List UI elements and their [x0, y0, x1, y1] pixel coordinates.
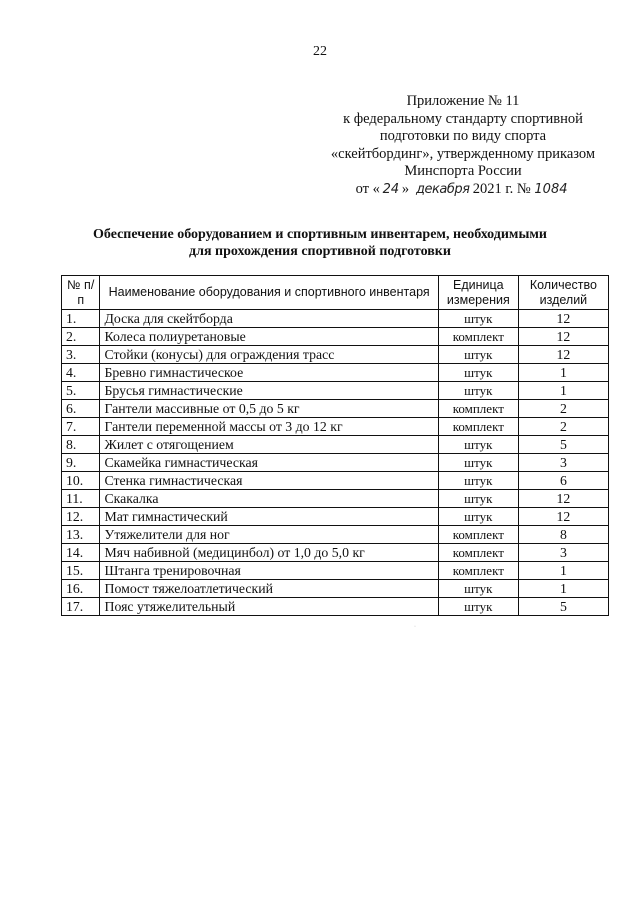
table-row — [62, 436, 609, 454]
row-number: 4. — [62, 364, 100, 382]
item-quantity: 3 — [518, 544, 608, 562]
item-unit: штук — [438, 436, 518, 454]
item-name: Бревно гимнастическое — [100, 364, 438, 382]
table-row — [62, 454, 609, 472]
row-number: 3. — [62, 346, 100, 364]
item-unit: комплект — [438, 526, 518, 544]
item-name: Стойки (конусы) для ограждения трасс — [100, 346, 438, 364]
item-unit: штук — [438, 346, 518, 364]
item-name: Стенка гимнастическая — [100, 472, 438, 490]
handwritten-day: 24 — [382, 181, 400, 197]
date-prefix: от « — [355, 180, 380, 197]
item-name: Мат гимнастический — [100, 508, 438, 526]
row-number: 8. — [62, 436, 100, 454]
row-number: 15. — [62, 562, 100, 580]
item-unit: штук — [438, 454, 518, 472]
equipment-table — [61, 275, 609, 616]
table-row — [62, 400, 609, 418]
item-quantity: 5 — [518, 436, 608, 454]
item-name: Помост тяжелоатлетический — [100, 580, 438, 598]
date-mid: » — [401, 180, 410, 197]
item-unit: комплект — [438, 400, 518, 418]
item-quantity: 12 — [518, 310, 608, 328]
appendix-title: Приложение № 11 — [406, 93, 520, 109]
table-row — [62, 472, 609, 490]
item-unit: штук — [438, 382, 518, 400]
table-row — [62, 382, 609, 400]
page-number: 22 — [313, 44, 327, 59]
item-unit: штук — [438, 490, 518, 508]
item-unit: комплект — [438, 544, 518, 562]
header-unit: Единица измерения — [438, 276, 518, 310]
table-row — [62, 328, 609, 346]
document-heading — [0, 226, 640, 260]
handwritten-month: декабря — [416, 181, 470, 197]
header-qty: Количество изделий — [518, 276, 608, 310]
row-number: 11. — [62, 490, 100, 508]
table-header-row — [62, 276, 609, 310]
table-row — [62, 310, 609, 328]
item-unit: штук — [438, 598, 518, 616]
item-name: Утяжелители для ног — [100, 526, 438, 544]
item-unit: комплект — [438, 418, 518, 436]
item-name: Мяч набивной (медицинбол) от 1,0 до 5,0 кг — [100, 544, 438, 562]
item-quantity: 5 — [518, 598, 608, 616]
appendix-line: Минспорта России — [404, 163, 522, 179]
row-number: 13. — [62, 526, 100, 544]
item-name: Гантели массивные от 0,5 до 5 кг — [100, 400, 438, 418]
item-quantity: 2 — [518, 400, 608, 418]
heading-line: для прохождения спортивной подготовки — [189, 244, 451, 259]
item-name: Гантели переменной массы от 3 до 12 кг — [100, 418, 438, 436]
item-name: Штанга тренировочная — [100, 562, 438, 580]
table-row — [62, 346, 609, 364]
item-quantity: 1 — [518, 580, 608, 598]
appendix-block — [318, 93, 608, 198]
item-unit: штук — [438, 580, 518, 598]
header-name: Наименование оборудования и спортивного инвентаря — [100, 276, 438, 310]
item-quantity: 12 — [518, 508, 608, 526]
table-row — [62, 526, 609, 544]
item-quantity: 1 — [518, 562, 608, 580]
row-number: 1. — [62, 310, 100, 328]
row-number: 17. — [62, 598, 100, 616]
handwritten-order-number: 1084 — [534, 181, 568, 197]
row-number: 14. — [62, 544, 100, 562]
appendix-line: подготовки по виду спорта — [379, 128, 547, 144]
table-row — [62, 580, 609, 598]
table-row — [62, 598, 609, 616]
row-number: 16. — [62, 580, 100, 598]
item-unit: штук — [438, 364, 518, 382]
item-quantity: 12 — [518, 490, 608, 508]
appendix-line: к федеральному стандарту спортивной — [343, 110, 583, 127]
heading-line: Обеспечение оборудованием и спортивным инвентарем, необходимыми — [93, 227, 547, 242]
item-unit: штук — [438, 472, 518, 490]
row-number: 2. — [62, 328, 100, 346]
item-name: Доска для скейтборда — [100, 310, 438, 328]
row-number: 12. — [62, 508, 100, 526]
item-name: Скакалка — [100, 490, 438, 508]
table-row — [62, 364, 609, 382]
header-num: № п/п — [62, 276, 100, 310]
table-row — [62, 418, 609, 436]
table-row — [62, 490, 609, 508]
table-row — [62, 544, 609, 562]
item-unit: штук — [438, 508, 518, 526]
row-number: 9. — [62, 454, 100, 472]
table-row — [62, 508, 609, 526]
item-unit: комплект — [438, 562, 518, 580]
row-number: 10. — [62, 472, 100, 490]
item-quantity: 3 — [518, 454, 608, 472]
row-number: 5. — [62, 382, 100, 400]
item-quantity: 8 — [518, 526, 608, 544]
date-year: 2021 г. № — [472, 180, 531, 197]
item-quantity: 12 — [518, 346, 608, 364]
row-number: 6. — [62, 400, 100, 418]
item-quantity: 1 — [518, 364, 608, 382]
item-quantity: 12 — [518, 328, 608, 346]
item-name: Брусья гимнастические — [100, 382, 438, 400]
item-unit: штук — [438, 310, 518, 328]
item-quantity: 1 — [518, 382, 608, 400]
item-quantity: 6 — [518, 472, 608, 490]
scan-mark: · — [414, 624, 416, 630]
item-name: Жилет с отягощением — [100, 436, 438, 454]
item-name: Скамейка гимнастическая — [100, 454, 438, 472]
item-name: Пояс утяжелительный — [100, 598, 438, 616]
table-row — [62, 562, 609, 580]
item-name: Колеса полиуретановые — [100, 328, 438, 346]
item-quantity: 2 — [518, 418, 608, 436]
appendix-line: «скейтбординг», утвержденному приказом — [330, 145, 596, 162]
order-date-line — [318, 181, 608, 199]
row-number: 7. — [62, 418, 100, 436]
item-unit: комплект — [438, 328, 518, 346]
